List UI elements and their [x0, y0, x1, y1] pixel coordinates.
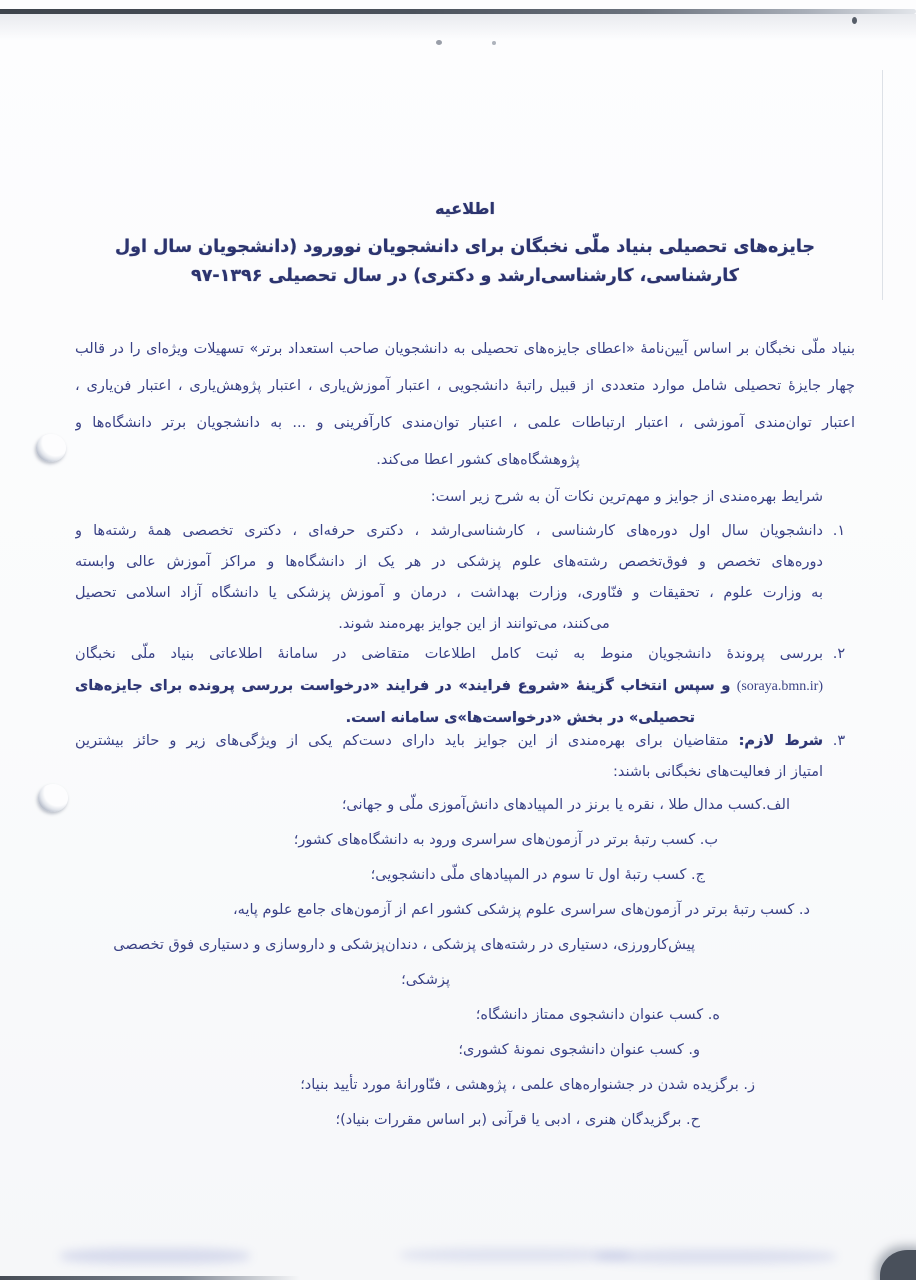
list-item-2-number: ۲.: [832, 646, 846, 662]
intro-paragraph: [75, 331, 855, 479]
list-item-2-bold-text: و سپس انتخاب گزینهٔ «شروع فرایند» در فرایند «درخواست بررسی پرونده برای جایزه‌های: [75, 678, 731, 694]
heading-line-2-text: کارشناسی، کارشناسی‌ارشد و دکتری) در سال تحصیلی: [268, 266, 739, 286]
list-item-3-number: ۳.: [832, 733, 846, 749]
intro-line: اعتبار توان‌مندی آموزشی ، اعتبار ارتباطات علمی ، اعتبار توان‌مندی کارآفرینی و ... به دانشجویان برتر دانشگاه‌ها و: [75, 415, 855, 431]
criterion-alef: الف.کسب مدال طلا ، نقره یا برنز در المپیادهای دانش‌آموزی ملّی و جهانی؛: [341, 797, 790, 813]
criterion-he: ه. کسب عنوان دانشجوی ممتاز دانشگاه؛: [475, 1007, 720, 1023]
list-item-3-rest: متقاضیان برای بهره‌مندی از این جوایز باید دارای دست‌کم یکی از ویژگی‌های زیر و حائز بیشترین: [75, 733, 729, 749]
required-condition-label: شرط لازم:: [738, 733, 823, 749]
list-item-2: [75, 638, 855, 734]
list-item-2-last-line: تحصیلی» در بخش «درخواست‌ها»ی سامانه است.: [345, 710, 695, 726]
intro-line: بنیاد ملّی نخبگان بر اساس آیین‌نامهٔ «اعطای جایزه‌های تحصیلی به دانشجویان صاحب استعداد برتر» تسهیلات ویژه‌ای را در قالب: [75, 341, 855, 357]
list-item-1-text: [75, 516, 823, 640]
list-item-1: [75, 516, 855, 640]
list-item-2-line: [75, 670, 823, 702]
intro-line: پژوهشگاه‌های کشور اعطا می‌کند.: [376, 452, 580, 468]
list-item-1-line: به وزارت علوم ، تحقیقات و فنّاوری، وزارت بهداشت ، درمان و آموزش پزشکی یا دانشگاه آزاد اسلامی تحصیل: [75, 585, 823, 601]
criterion-be: ب. کسب رتبهٔ برتر در آزمون‌های سراسری ورود به دانشگاه‌های کشور؛: [293, 832, 718, 848]
list-item-3-text: [75, 726, 823, 788]
list-item-1-line: دانشجویان سال اول دوره‌های کارشناسی ، کارشناسی‌ارشد ، دکتری حرفه‌ای ، دکتری تخصصی همهٔ رشته‌ها و: [75, 523, 823, 539]
heading-line-2: [75, 261, 855, 291]
criterion-dal-continuation: پیش‌کارورزی، دستیاری در رشته‌های پزشکی ، دندان‌پزشکی و داروسازی و دستیاری فوق تخصصی: [113, 937, 695, 953]
list-item-3-line: امتیاز از فعالیت‌های نخبگانی باشند:: [612, 764, 823, 780]
list-item-3: [75, 726, 855, 788]
criteria-list: [75, 788, 855, 1138]
list-item-2-line: بررسی پروندهٔ دانشجویان منوط به ثبت کامل اطلاعات متقاضی در سامانهٔ اطلاعاتی بنیاد ملّی نخبگان: [75, 646, 823, 662]
list-item-3-line: [75, 726, 823, 757]
conditions-lead: شرایط بهره‌مندی از جوایز و مهم‌ترین نکات آن به شرح زیر است:: [430, 489, 823, 505]
intro-line: چهار جایزهٔ تحصیلی شامل موارد متعددی از قبیل راتبهٔ دانشجویی ، اعتبار آموزش‌یاری ، اعتبار پژوهش‌یاری ، اعتبار فن‌یاری ،: [75, 378, 855, 394]
notice-title: اطلاعیه: [435, 199, 495, 218]
criterion-ze: ز. برگزیده شدن در جشنواره‌های علمی ، پژوهشی ، فنّاورانهٔ مورد تأیید بنیاد؛: [300, 1077, 755, 1093]
criterion-jim: ج. کسب رتبهٔ اول تا سوم در المپیادهای ملّی دانشجویی؛: [370, 867, 705, 883]
criterion-dal: د. کسب رتبهٔ برتر در آزمون‌های سراسری علوم پزشکی کشور اعم از آزمون‌های جامع علوم پایه،: [233, 902, 810, 918]
criterion-dal-continuation: پزشکی؛: [401, 972, 450, 988]
list-item-1-line: دوره‌های تخصص و فوق‌تخصص رشته‌های علوم پزشکی در هر یک از دانشگاه‌ها و مراکز آموزش عالی وابسته: [75, 554, 823, 570]
soraya-system-url: (soraya.bmn.ir): [736, 679, 823, 694]
academic-year: ۹۷-۱۳۹۶: [191, 266, 263, 286]
criterion-hhe: ح. برگزیدگان هنری ، ادبی یا قرآنی (بر اساس مقررات بنیاد)؛: [335, 1112, 700, 1128]
list-item-1-number: ۱.: [832, 523, 846, 539]
list-item-2-text: [75, 638, 823, 734]
list-item-1-line: می‌کنند، می‌توانند از این جوایز بهره‌مند شوند.: [338, 616, 610, 632]
criterion-vav: و. کسب عنوان دانشجوی نمونهٔ کشوری؛: [458, 1042, 700, 1058]
heading-line-1: جایزه‌های تحصیلی بنیاد ملّی نخبگان برای دانشجویان نوورود (دانشجویان سال اول: [114, 237, 816, 257]
